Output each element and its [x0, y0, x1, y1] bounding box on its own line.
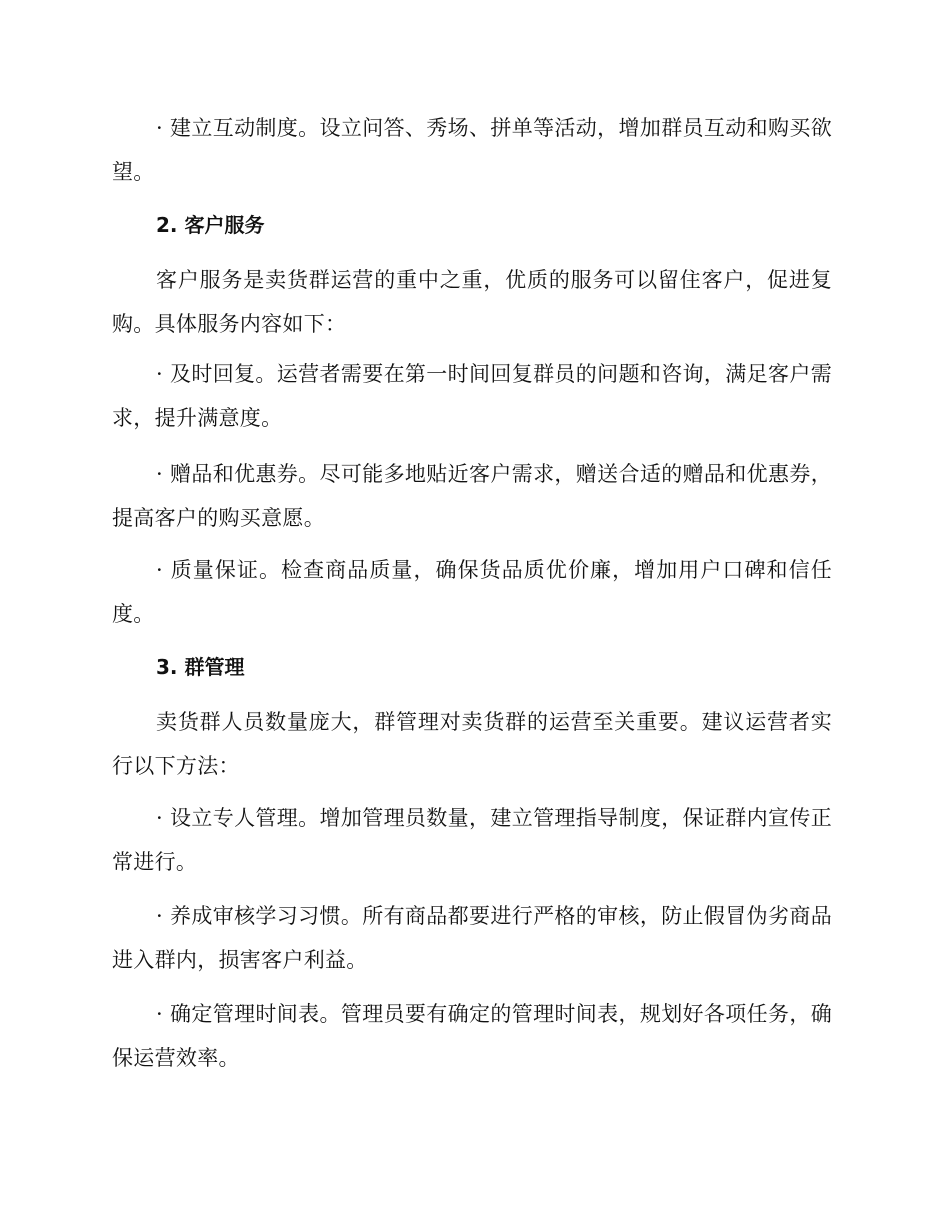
bullet-quality-assurance: · 质量保证。检查商品质量，确保货品质优价廉，增加用户口碑和信任度。 — [112, 558, 832, 626]
bullet-gifts-coupons: · 赠品和优惠券。尽可能多地贴近客户需求，赠送合适的赠品和优惠券，提高客户的购买意愿。 — [112, 462, 832, 530]
bullet-timely-reply: · 及时回复。运营者需要在第一时间回复群员的问题和咨询，满足客户需求，提升满意度。 — [112, 362, 832, 430]
bullet-review-habits: · 养成审核学习习惯。所有商品都要进行严格的审核，防止假冒伪劣商品进入群内，损害客户利益。 — [112, 904, 832, 972]
customer-service-intro: 客户服务是卖货群运营的重中之重，优质的服务可以留住客户，促进复购。具体服务内容如下： — [112, 268, 832, 336]
section-heading-customer-service: 2. 客户服务 — [156, 213, 265, 237]
bullet-management-schedule: · 确定管理时间表。管理员要有确定的管理时间表，规划好各项任务，确保运营效率。 — [112, 1002, 832, 1070]
bullet-interaction-system: · 建立互动制度。设立问答、秀场、拼单等活动，增加群员互动和购买欲望。 — [112, 116, 832, 184]
group-management-intro: 卖货群人员数量庞大，群管理对卖货群的运营至关重要。建议运营者实行以下方法： — [112, 710, 832, 778]
bullet-dedicated-management: · 设立专人管理。增加管理员数量，建立管理指导制度，保证群内宣传正常进行。 — [112, 806, 832, 874]
section-heading-group-management: 3. 群管理 — [156, 655, 245, 679]
